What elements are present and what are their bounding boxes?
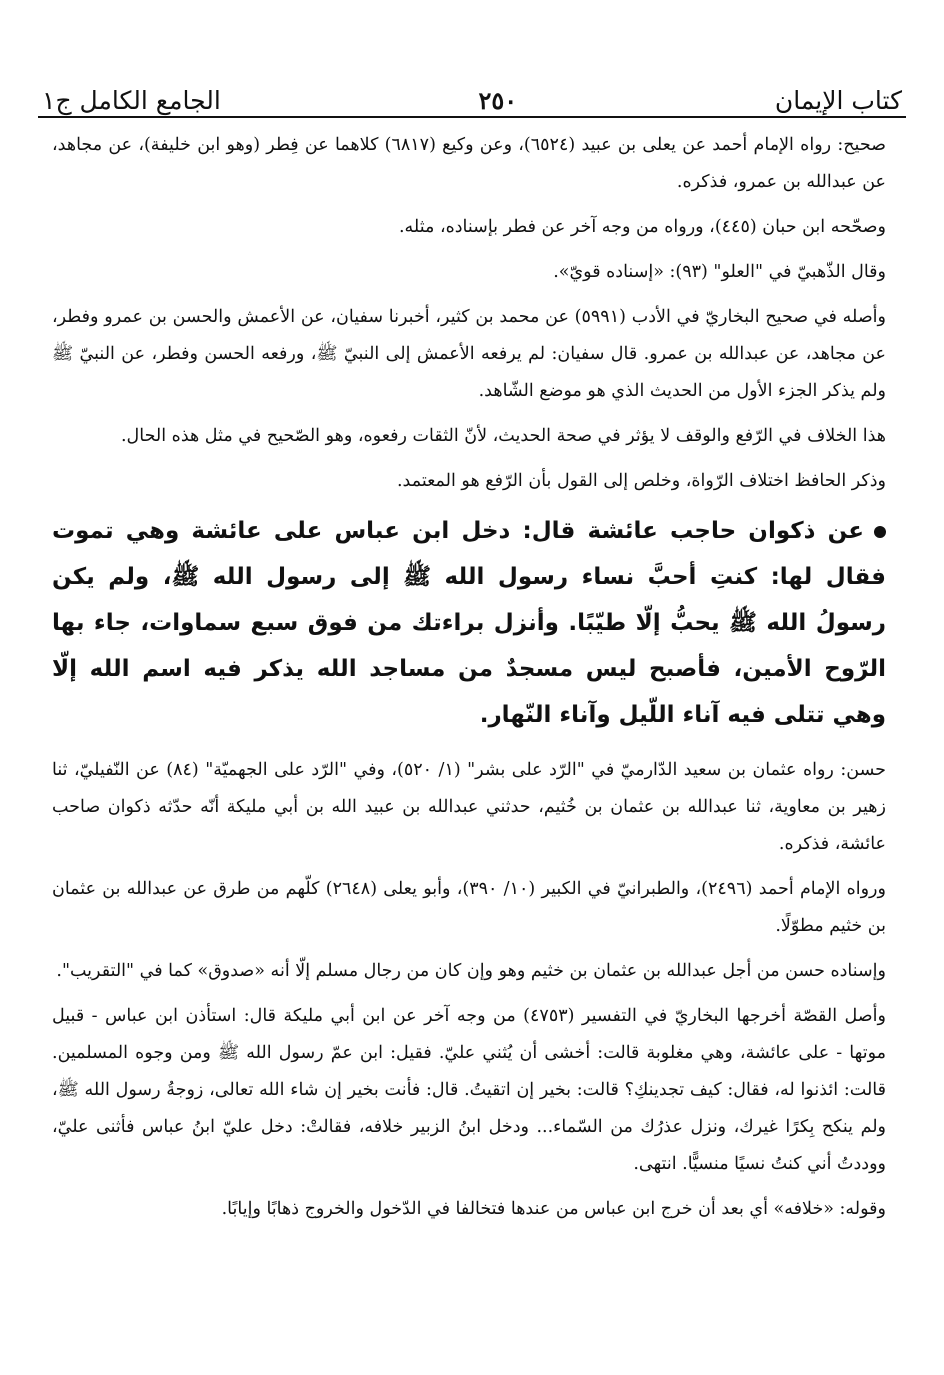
paragraph-dhahabi: وقال الذّهبيّ في "العلو" (٩٣): «إسناده قويّ». <box>553 262 886 282</box>
bullet-icon <box>874 526 886 538</box>
paragraph-khilafah: وقوله: «خلافه» أي بعد أن خرج ابن عباس من عندها فتخالفا في الدّخول والخروج ذهابًا وإيابًا. <box>221 1199 886 1219</box>
paragraph-ahmad: ورواه الإمام أحمد (٢٤٩٦)، والطبرانيّ في الكبير (١٠/ ٣٩٠)، وأبو يعلى (٢٦٤٨) كلّهم من طرق عن عبدالله بن عثمان بن خثيم مطوّلًا. <box>52 879 886 936</box>
paragraph-grading-2: حسن: رواه عثمان بن سعيد الدّارميّ في "الرّد على بشر" (١/ ٥٢٠)، وفي "الرّد على الجهميّة" (٨٤) عن النّفيليّ، ثنا زهير بن معاوية، ثنا عبدالله بن عثمان بن خُثيم، حدثني عبدالله بن عبيد الله بن أبي مليكة أنّه حدّثه ذكوان صاحب عائشة، فذكره. <box>52 760 886 854</box>
paragraph-ikhtilaf: هذا الخلاف في الرّفع والوقف لا يؤثر في صحة الحديث، لأنّ الثقات رفعوه، وهو الصّحيح في مثل هذه الحال. <box>120 426 886 446</box>
paragraph-bukhari-adab: وأصله في صحيح البخاريّ في الأدب (٥٩٩١) عن محمد بن كثير، أخبرنا سفيان، عن الأعمش والحسن بن عمرو وفطر، عن مجاهد، عن عبدالله بن عمرو. قال سفيان: لم يرفعه الأعمش إلى النبيّ ﷺ، ورفعه الحسن وفطر، عن النبيّ ﷺ ولم يذكر الجزء الأول من الحديث الذي هو موضع الشّاهد. <box>52 307 886 401</box>
page-body <box>52 127 886 1349</box>
page-number: ٢٥٠ <box>478 85 518 115</box>
running-head <box>42 52 902 114</box>
chapter-title: كتاب الإيمان <box>774 85 902 115</box>
paragraph-isnad: وإسناده حسن من أجل عبدالله بن عثمان بن خثيم وهو وإن كان من رجال مسلم إلّا أنه «صدوق» كما في "التقريب". <box>56 961 886 981</box>
hadith-text <box>52 508 886 738</box>
hadith-body: عن ذكوان حاجب عائشة قال: دخل ابن عباس على عائشة وهي تموت فقال لها: كنتِ أحبَّ نساء رسول الله ﷺ إلى رسول الله ﷺ، ولم يكن رسولُ الله ﷺ يحبُّ إلّا طيّبًا. وأنزل براءتك من فوق سبع سماوات، جاء بها الرّوح الأمين، فأصبح ليس مسجدٌ من مساجد الله يذكر فيه اسم الله إلّا وهي تتلى فيه آناء اللّيل وآناء النّهار. <box>52 518 886 728</box>
paragraph-hafiz: وذكر الحافظ اختلاف الرّواة، وخلص إلى القول بأن الرّفع هو المعتمد. <box>396 471 886 491</box>
paragraph-qissa: وأصل القصّة أخرجها البخاريّ في التفسير (٤٧٥٣) من وجه آخر عن ابن أبي مليكة قال: استأذن ابن عباس - قبيل موتها - على عائشة، وهي مغلوبة قالت: أخشى أن يُثني عليّ. فقيل: ابن عمّ رسول الله ﷺ ومن وجوه المسلمين. قالت: ائذنوا له، فقال: كيف تجدينكِ؟ قالت: بخير إن اتقيتُ. قال: فأنت بخير إن شاء الله تعالى، زوجةُ رسول الله ﷺ، ولم ينكح بِكرًا غيرك، ونزل عذرُك من السّماء... ودخل ابنُ الزبير خلافه، فقالتْ: دخل عليّ ابنُ عباس فأثنى عليّ، ووددتُ أني كنتُ نسيًا منسيًّا. انتهى. <box>52 1006 886 1174</box>
paragraph-ibn-hibban: وصحّحه ابن حبان (٤٤٥)، ورواه من وجه آخر عن فطر بإسناده، مثله. <box>398 217 886 237</box>
paragraph-grading-1: صحيح: رواه الإمام أحمد عن يعلى بن عبيد (٦٥٢٤)، وعن وكيع (٦٨١٧) كلاهما عن فِطر (وهو ابن خليفة)، عن مجاهد، عن عبدالله بن عمرو، فذكره. <box>52 135 886 192</box>
book-title: الجامع الكامل ج١ <box>42 85 221 115</box>
header-rule <box>38 116 906 118</box>
